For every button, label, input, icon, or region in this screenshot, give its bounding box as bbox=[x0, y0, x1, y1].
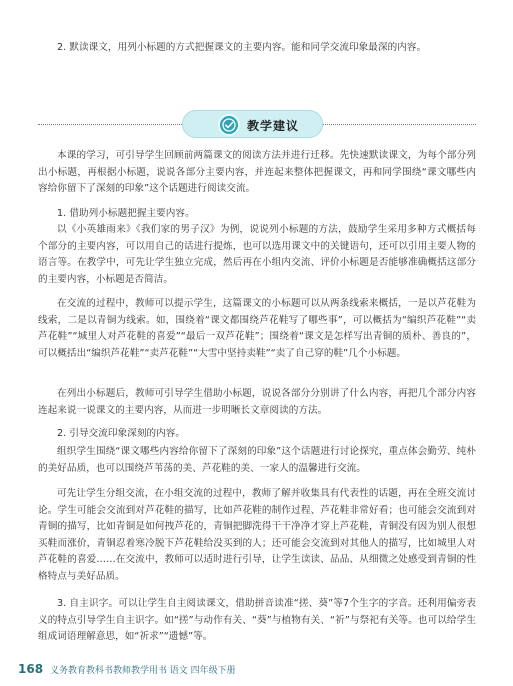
checkmark-icon bbox=[218, 114, 240, 136]
paragraph-summary: 在列出小标题后，教师可引导学生借助小标题，说说各部分分别讲了什么内容，再把几个部分内容连起来说一说课文的主要内容，从而进一步明晰长文章阅读的方法。 bbox=[38, 388, 476, 416]
divider-left bbox=[38, 124, 188, 125]
paragraph-method: 以《小英雄雨来》《我们家的男子汉》为例，说说列小标题的方法，鼓励学生采用多种方式概括每个部分的主要内容，可以用自己的话进行提炼，也可以选用课文中的关键语句，还可以引用主要人物的语言等。在教学中，可先让学生独立完成，然后再在小组内交流、评价小标题是否能够准确概括这部分的主要内容，小标题是否简洁。 bbox=[38, 224, 476, 285]
divider-right bbox=[316, 124, 476, 125]
page-footer bbox=[18, 662, 236, 676]
page-number: 168 bbox=[18, 662, 44, 676]
paragraph-clues: 在交流的过程中，教师可以提示学生，这篇课文的小标题可以从两条线索来概括，一是以芦花鞋为线索，二是以青铜为线索。如，围绕着“课文都围绕芦花鞋写了哪些事”，可以概括为“编织芦花鞋”“卖芦花鞋”“城里人对芦花鞋的喜爱”“最后一双芦花鞋”；围绕着“课文是怎样写出青铜的质朴、善良的”，可以概括出“编织芦花鞋”“卖芦花鞋”“大雪中坚持卖鞋”“卖了自己穿的鞋”几个小标题。 bbox=[38, 298, 476, 359]
paragraph-group-exchange: 可先让学生分组交流，在小组交流的过程中，教师了解并收集具有代表性的话题，再在全班交流讨论。学生可能会交流到对芦花鞋的描写，比如芦花鞋的制作过程、芦花鞋非常好看；也可能会交流到对青铜的描写，比如青铜是如何拽芦花的，青铜把脚洗得干干净净才穿上芦花鞋，青铜没有因为别人很想买鞋而涨价，青铜忍着寒冷脱下芦花鞋给没买到的人；还可能会交流到对其他人的描写，比如城里人对芦花鞋的喜爱……在交流中，教师可以适时进行引导，让学生读读、品品、从细微之处感受到青铜的性格特点与美好品质。 bbox=[38, 488, 476, 582]
exercise-item-2: 2. 默读课文，用列小标题的方式把握课文的主要内容。能和同学交流印象最深的内容。 bbox=[57, 42, 427, 53]
section-title: 教学建议 bbox=[247, 119, 300, 133]
intro-paragraph: 本课的学习，可引导学生回顾前两篇课文的阅读方法并进行迁移。先快速默读课文，为每个部分列出小标题，再根据小标题，说说各部分主要内容，并连起来整体把握课文，再和同学围绕“课文哪些内容给你留下了深刻的印象”这个话题进行阅读交流。 bbox=[38, 150, 476, 194]
paragraph-literacy: 3. 自主识字。可以让学生自主阅读课文，借助拼音读准“搓、葵”等7个生字的字音。还利用偏旁表义的特点引导学生自主识字。如“搓”与动作有关、“葵”与植物有关、“祈”与祭祀有关等。也可以给学生组成词语理解意思，如“祈求”“遗憾”等。 bbox=[38, 598, 476, 642]
heading-2: 2. 引导交流印象深刻的内容。 bbox=[57, 428, 186, 439]
heading-1: 1. 借助列小标题把握主要内容。 bbox=[57, 208, 195, 219]
section-banner bbox=[182, 110, 323, 138]
paragraph-discussion: 组织学生围绕“课文哪些内容给你留下了深刻的印象”这个话题进行讨论探究，重点体会勤劳、纯朴的美好品质，也可以围绕芦苇荡的美、芦花鞋的美、一家人的温馨进行交流。 bbox=[38, 446, 476, 474]
book-title: 义务教育教科书教师教学用书 语文 四年级下册 bbox=[49, 666, 236, 676]
